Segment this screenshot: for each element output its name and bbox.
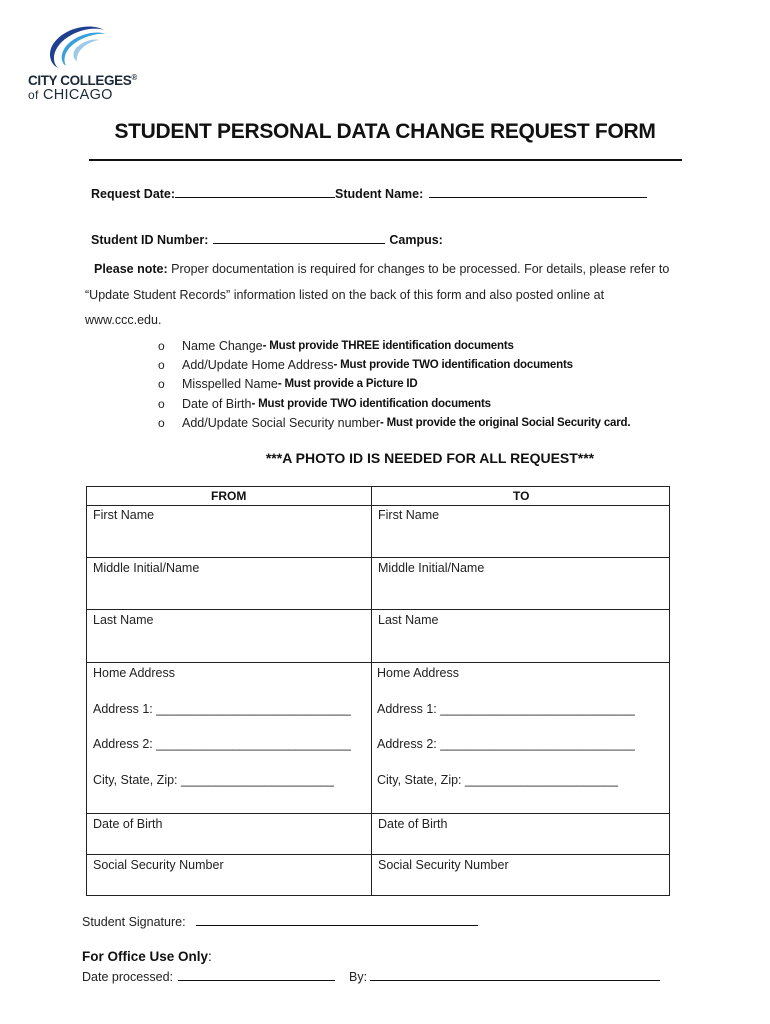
request-date-label: Request Date: [91, 187, 176, 201]
logo-wordmark-top: CITY COLLEGES® [28, 73, 137, 88]
note-line-2: “Update Student Records” information listed on the back of this form and also posted online at [85, 288, 605, 302]
date-processed-label: Date processed: [82, 970, 174, 984]
to-middle-name[interactable]: Middle Initial/Name [378, 561, 485, 575]
request-date-field[interactable] [175, 186, 335, 198]
list-item [158, 336, 630, 355]
form-title: STUDENT PERSONAL DATA CHANGE REQUEST FORM [114, 120, 656, 143]
city-colleges-logo [26, 24, 136, 104]
processed-by-field[interactable] [370, 969, 660, 981]
by-label: By: [349, 970, 368, 984]
from-middle-name[interactable]: Middle Initial/Name [93, 561, 200, 575]
campus-label: Campus: [389, 233, 443, 247]
office-use-heading [82, 949, 212, 964]
office-use-title: For Office Use Only [82, 949, 209, 964]
office-use-colon: : [208, 949, 212, 964]
swoosh-logo-icon [46, 24, 112, 70]
note-line-1 [94, 262, 669, 276]
from-ssn[interactable]: Social Security Number [93, 858, 224, 872]
from-last-name[interactable]: Last Name [93, 613, 154, 627]
row-divider [87, 662, 669, 663]
student-id-row [91, 232, 443, 247]
from-city-state-zip-field[interactable]: City, State, Zip: ______________________ [93, 773, 334, 787]
requirement-item: Name Change [182, 338, 263, 353]
requirement-detail: - Must provide THREE identification documents [262, 339, 514, 352]
requirements-list [158, 336, 630, 432]
requirement-detail: - Must provide the original Social Security card. [380, 416, 631, 429]
to-first-name[interactable]: First Name [378, 508, 440, 522]
column-divider [371, 487, 372, 895]
requirement-detail: - Must provide a Picture ID [277, 378, 418, 391]
list-item [158, 413, 630, 432]
note-text-1: Proper documentation is required for changes to be processed. For details, please refer to [167, 262, 670, 276]
signature-row [82, 914, 478, 929]
title-divider [89, 159, 682, 161]
from-home-address-label: Home Address [93, 666, 175, 680]
from-address1-field[interactable]: Address 1: ____________________________ [93, 702, 351, 716]
list-item [158, 375, 630, 394]
requirement-item: Date of Birth [182, 396, 252, 411]
row-divider [87, 854, 669, 855]
signature-label: Student Signature: [82, 915, 186, 929]
to-header: TO [513, 489, 530, 503]
student-name-field[interactable] [429, 186, 647, 198]
bullet-icon: o [158, 415, 165, 430]
to-last-name[interactable]: Last Name [378, 613, 439, 627]
student-id-field[interactable] [213, 232, 385, 244]
list-item [158, 394, 630, 413]
request-info-row [91, 186, 647, 201]
requirement-detail: - Must provide TWO identification documents [251, 397, 491, 410]
requirement-detail: - Must provide TWO identification documents [333, 358, 573, 371]
photo-id-notice: ***A PHOTO ID IS NEEDED FOR ALL REQUEST*** [265, 450, 595, 466]
requirement-item: Add/Update Social Security number [182, 415, 381, 430]
from-header: FROM [211, 489, 247, 503]
to-ssn[interactable]: Social Security Number [378, 858, 509, 872]
from-date-of-birth[interactable]: Date of Birth [93, 817, 163, 831]
to-home-address-label: Home Address [377, 666, 459, 680]
signature-field[interactable] [196, 914, 478, 926]
requirement-item: Misspelled Name [182, 377, 278, 392]
bullet-icon: o [158, 377, 165, 392]
from-address2-field[interactable]: Address 2: ____________________________ [93, 737, 351, 751]
from-first-name[interactable]: First Name [93, 508, 155, 522]
note-line-3: www.ccc.edu. [85, 313, 162, 327]
row-divider [87, 609, 669, 610]
note-lead: Please note: [94, 262, 168, 276]
row-divider [87, 557, 669, 558]
student-id-label: Student ID Number: [91, 233, 209, 247]
header-divider [87, 505, 669, 506]
bullet-icon: o [158, 338, 165, 353]
date-processed-field[interactable] [178, 969, 335, 981]
logo-wordmark-bottom: of CHICAGO [28, 87, 113, 103]
to-city-state-zip-field[interactable]: City, State, Zip: ______________________ [377, 773, 618, 787]
to-address1-field[interactable]: Address 1: ____________________________ [377, 702, 635, 716]
office-use-row [82, 969, 660, 984]
list-item [158, 355, 630, 374]
student-name-label: Student Name: [335, 187, 424, 201]
to-address2-field[interactable]: Address 2: ____________________________ [377, 737, 635, 751]
row-divider [87, 813, 669, 814]
change-request-table [86, 486, 670, 896]
to-date-of-birth[interactable]: Date of Birth [378, 817, 448, 831]
requirement-item: Add/Update Home Address [182, 357, 334, 372]
bullet-icon: o [158, 357, 165, 372]
bullet-icon: o [158, 396, 165, 411]
